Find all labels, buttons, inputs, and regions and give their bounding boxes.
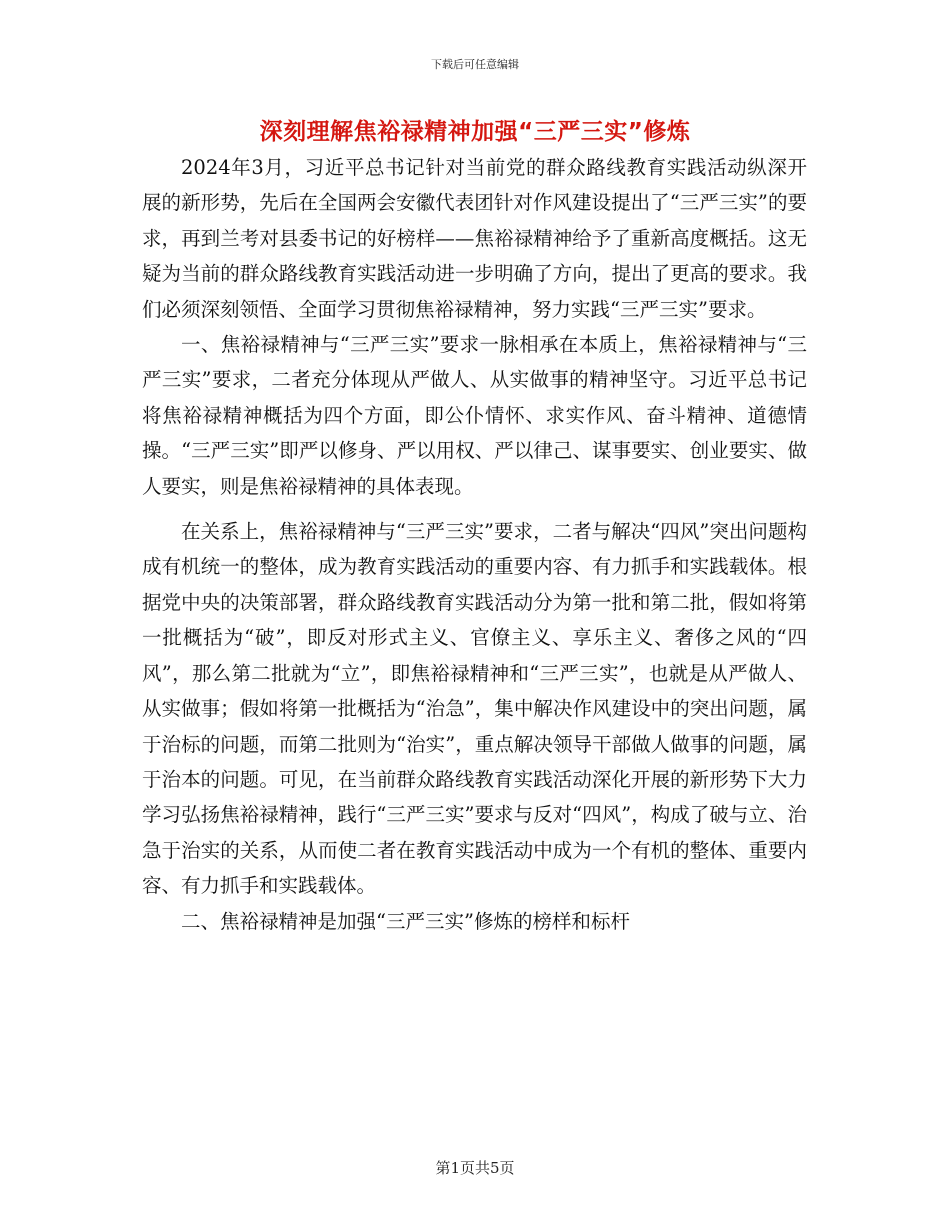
- paragraph-relationship: 在关系上，焦裕禄精神与“三严三实”要求，二者与解决“四风”突出问题构成有机统一的整体，成为教育实践活动的重要内容、有力抓手和实践载体。根据党中央的决策部署，群众路线教育实践活动分为第一批和第二批，假如将第一批概括为“破”，即反对形式主义、官僚主义、享乐主义、奢侈之风的“四风”，那么第二批就为“立”，即焦裕禄精神和“三严三实”，也就是从严做人、从实做事；假如将第一批概括为“治急”，集中解决作风建设中的突出问题，属于治标的问题，而第二批则为“治实”，重点解决领导干部做人做事的问题，属于治本的问题。可见，在当前群众路线教育实践活动深化开展的新形势下大力学习弘扬焦裕禄精神，践行“三严三实”要求与反对“四风”，构成了破与立、治急于治实的关系，从而使二者在教育实践活动中成为一个有机的整体、重要内容、有力抓手和实践载体。: [142, 520, 807, 898]
- paragraph-section-one: 一、焦裕禄精神与“三严三实”要求一脉相承在本质上，焦裕禄精神与“三严三实”要求，二者充分体现从严做人、从实做事的精神坚守。习近平总书记将焦裕禄精神概括为四个方面，即公仆情怀、求实作风、奋斗精神、道德情操。“三严三实”即严以修身、严以用权、严以律己、谋事要实、创业要实、做人要实，则是焦裕禄精神的具体表现。: [142, 333, 807, 498]
- page-number: 第1页共5页: [435, 1159, 515, 1177]
- document-body: [142, 150, 807, 939]
- document-title: 深刻理解焦裕禄精神加强“三严三实”修炼: [259, 119, 691, 145]
- page-header-note: 下载后可任意编辑: [431, 58, 519, 71]
- paragraph-intro: 2024年3月，习近平总书记针对当前党的群众路线教育实践活动纵深开展的新形势，先后在全国两会安徽代表团针对作风建设提出了“三严三实”的要求，再到兰考对县委书记的好榜样——焦裕禄精神给予了重新高度概括。这无疑为当前的群众路线教育实践活动进一步明确了方向，提出了更高的要求。我们必须深刻领悟、全面学习贯彻焦裕禄精神，努力实践“三严三实”要求。: [142, 156, 807, 321]
- paragraph-section-two-heading: 二、焦裕禄精神是加强“三严三实”修炼的榜样和标杆: [181, 909, 630, 933]
